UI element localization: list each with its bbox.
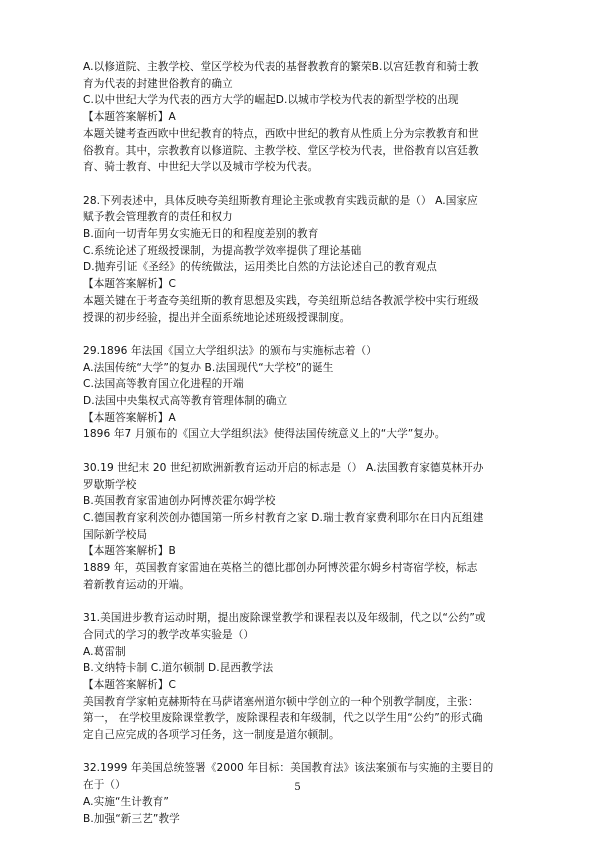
text-line: 30.19 世纪末 20 世纪初欧洲新教育运动开启的标志是（） A.法国教育家德莫林开办 <box>83 461 484 474</box>
text-line: 【本题答案解析】C <box>83 278 177 291</box>
text-line: 育、骑士教育、中世纪大学以及城市学校为代表。 <box>83 161 319 174</box>
page-number: 5 <box>294 782 301 793</box>
text-line: D.法国中央集权式高等教育管理体制的确立 <box>83 395 288 408</box>
paragraph-gap <box>83 443 515 460</box>
text-line: A.法国传统“大学”的复办 B.法国现代“大学校”的诞生 <box>83 361 334 374</box>
question-block <box>83 59 515 176</box>
paragraph-gap <box>83 176 515 193</box>
text-line: 定自己应完成的各项学习任务，这一制度是道尔顿制。 <box>83 729 340 742</box>
text-line: 赋予教会管理教育的责任和权力 <box>83 211 233 224</box>
text-line: 【本题答案解析】B <box>83 545 176 558</box>
text-line: 1896 年7 月颁布的《国立大学组织法》使得法国传统意义上的“大学”复办。 <box>83 428 446 441</box>
text-line: A.以修道院、主教学校、堂区学校为代表的基督教教育的繁荣B.以宫廷教育和骑士教 <box>83 61 479 73</box>
text-line: 28.下列表述中，具体反映夸美纽斯教育理论主张或教育实践贡献的是（） A.国家应 <box>83 194 478 207</box>
text-line: 29.1896 年法国《国立大学组织法》的颁布与实施标志着（） <box>83 344 377 357</box>
text-line: 1889 年，英国教育家雷迪在英格兰的德比郡创办阿博茨霍尔姆乡村寄宿学校，标志 <box>83 562 478 575</box>
text-line: 育为代表的封建世俗教育的确立 <box>83 77 233 90</box>
text-line: C.以中世纪大学为代表的西方大学的崛起D.以城市学校为代表的新型学校的出现 <box>83 94 459 107</box>
text-line: C.德国教育家利茨创办德国第一所乡村教育之家 D.瑞士教育家费利耶尔在日内瓦组建 <box>83 511 484 524</box>
text-line: 【本题答案解析】A <box>83 411 176 424</box>
question-block <box>83 610 515 744</box>
text-line: D.抛弃引证《圣经》的传统做法，运用类比自然的方法论述自己的教育观点 <box>83 261 437 274</box>
text-line: 俗教育。其中，宗教教育以修道院、主教学校、堂区学校为代表，世俗教育以宫廷教 <box>83 144 479 157</box>
text-line: C.法国高等教育国立化进程的开端 <box>83 378 244 391</box>
document-body <box>83 59 515 827</box>
text-line: 本题关键在于考查夸美纽斯的教育思想及实践，夸美纽斯总结各教派学校中实行班级 <box>83 294 479 307</box>
text-line: B.英国教育家雷迪创办阿博茨霍尔姆学校 <box>83 495 276 508</box>
text-line: 本题关键考查西欧中世纪教育的特点，西欧中世纪的教育从性质上分为宗教教育和世 <box>83 127 479 140</box>
paragraph-gap <box>83 744 515 761</box>
paragraph-gap <box>83 593 515 610</box>
text-line: 32.1999 年美国总统签署《2000 年目标：美国教育法》该法案颁布与实施的主要目的 <box>83 762 494 775</box>
question-block <box>83 193 515 327</box>
text-line: 授课的初步经验，提出并全面系统地论述班级授课制度。 <box>83 311 351 324</box>
text-line: 国际新学校局 <box>83 528 148 541</box>
question-block <box>83 760 515 827</box>
text-line: B.文纳特卡制 C.道尔顿制 D.昆西教学法 <box>83 662 274 675</box>
text-line: A.葛雷制 <box>83 645 126 658</box>
text-line: A.实施“生计教育” <box>83 795 169 808</box>
text-line: 第一， 在学校里废除课堂教学，废除课程表和年级制，代之以学生用“公约”的形式确 <box>83 712 483 725</box>
text-line: 在于（） <box>83 779 126 792</box>
text-line: 罗歇斯学校 <box>83 478 137 491</box>
text-line: 【本题答案解析】A <box>83 111 176 124</box>
text-line: 着新教育运动的开端。 <box>83 578 190 591</box>
text-line: B.面向一切青年男女实施无日的和程度差别的教育 <box>83 228 319 241</box>
text-line: 合同式的学习的教学改革实验是（） <box>83 628 255 641</box>
question-block <box>83 343 515 443</box>
text-line: 31.美国进步教育运动时期，提出废除课堂教学和课程表以及年级制，代之以“公约”或 <box>83 612 486 625</box>
text-line: 美国教育学家帕克赫斯特在马萨诸塞州道尔顿中学创立的一种个别教学制度，主张： <box>83 695 479 708</box>
text-line: C.系统论述了班级授课制，为提高教学效率提供了理论基础 <box>83 244 362 257</box>
paragraph-gap <box>83 326 515 343</box>
text-line: B.加强“新三艺”教学 <box>83 812 180 825</box>
text-line: 【本题答案解析】C <box>83 678 177 691</box>
question-block <box>83 460 515 594</box>
